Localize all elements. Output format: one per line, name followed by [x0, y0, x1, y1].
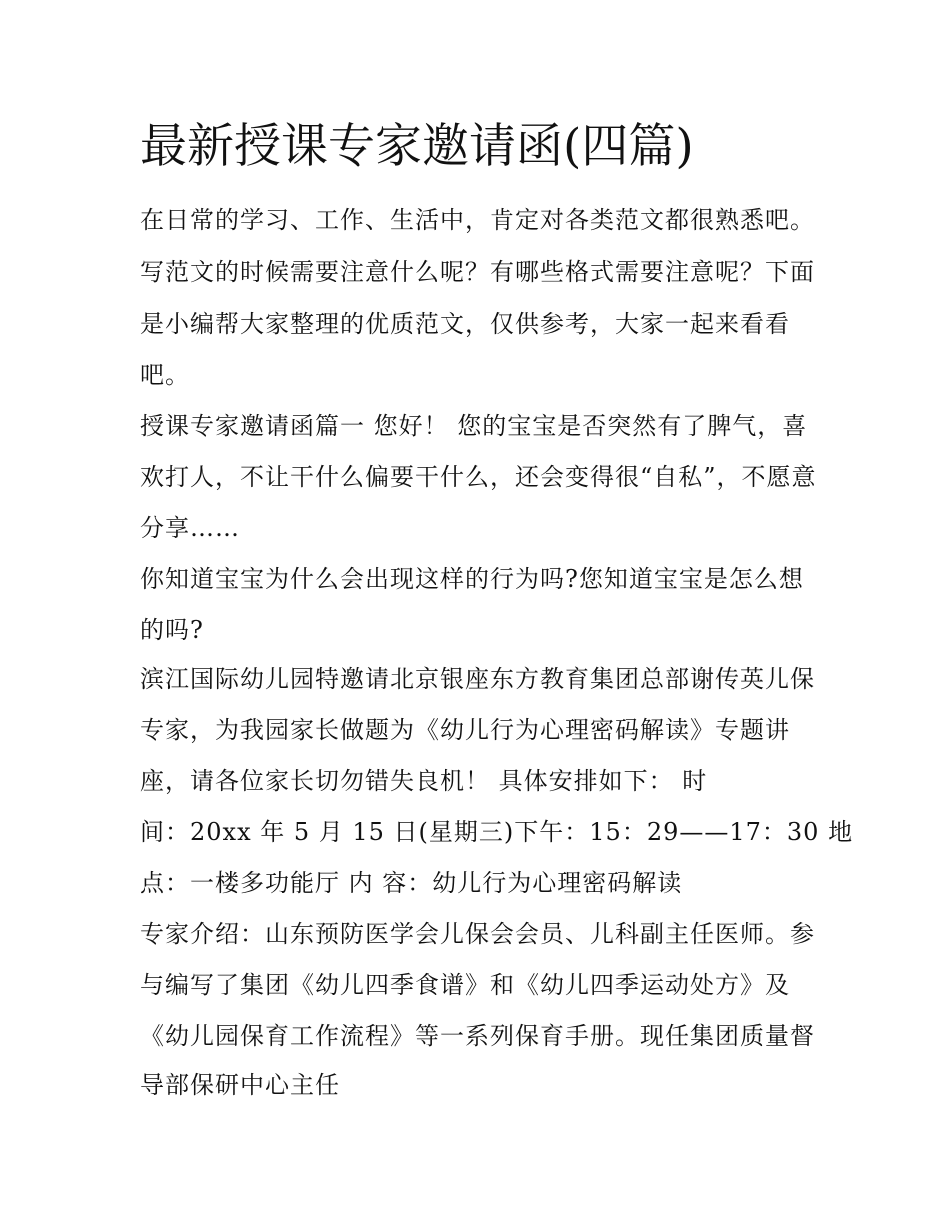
paragraph-line: 导部保研中心主任 [140, 1071, 340, 1099]
paragraph-line: 写范文的时候需要注意什么呢？有哪些格式需要注意呢？下面 [140, 258, 815, 286]
paragraph-line: 的吗? [140, 616, 204, 644]
paragraph-line: 分享…… [140, 514, 240, 542]
paragraph-line: 专家，为我园家长做题为《幼儿行为心理密码解读》专题讲 [140, 716, 790, 744]
paragraph-line: 吧。 [140, 361, 190, 389]
document-title: 最新授课专家邀请函(四篇) [140, 119, 694, 174]
paragraph-line: 滨江国际幼儿园特邀请北京银座东方教育集团总部谢传英儿保 [140, 665, 815, 693]
paragraph-line: 间：20xx 年 5 月 15 日(星期三)下午：15：29——17：30 地 [140, 818, 854, 846]
paragraph-line: 你知道宝宝为什么会出现这样的行为吗?您知道宝宝是怎么想 [140, 565, 804, 593]
paragraph-line: 专家介绍：山东预防医学会儿保会会员、儿科副主任医师。参 [140, 920, 815, 948]
paragraph-line: 欢打人，不让干什么偏要干什么，还会变得很“自私”，不愿意 [140, 463, 817, 491]
paragraph-line: 点：一楼多功能厅 内 容：幼儿行为心理密码解读 [140, 869, 683, 897]
paragraph-line: 授课专家邀请函篇一 您好！ 您的宝宝是否突然有了脾气，喜 [140, 412, 808, 440]
paragraph-line: 座，请各位家长切勿错失良机！ 具体安排如下： 时 [140, 767, 708, 795]
paragraph-line: 在日常的学习、工作、生活中，肯定对各类范文都很熟悉吧。 [140, 206, 815, 234]
paragraph-line: 与编写了集团《幼儿四季食谱》和《幼儿四季运动处方》及 [140, 971, 790, 999]
paragraph-line: 是小编帮大家整理的优质范文，仅供参考，大家一起来看看 [140, 310, 790, 338]
paragraph-line: 《幼儿园保育工作流程》等一系列保育手册。现任集团质量督 [140, 1022, 815, 1050]
